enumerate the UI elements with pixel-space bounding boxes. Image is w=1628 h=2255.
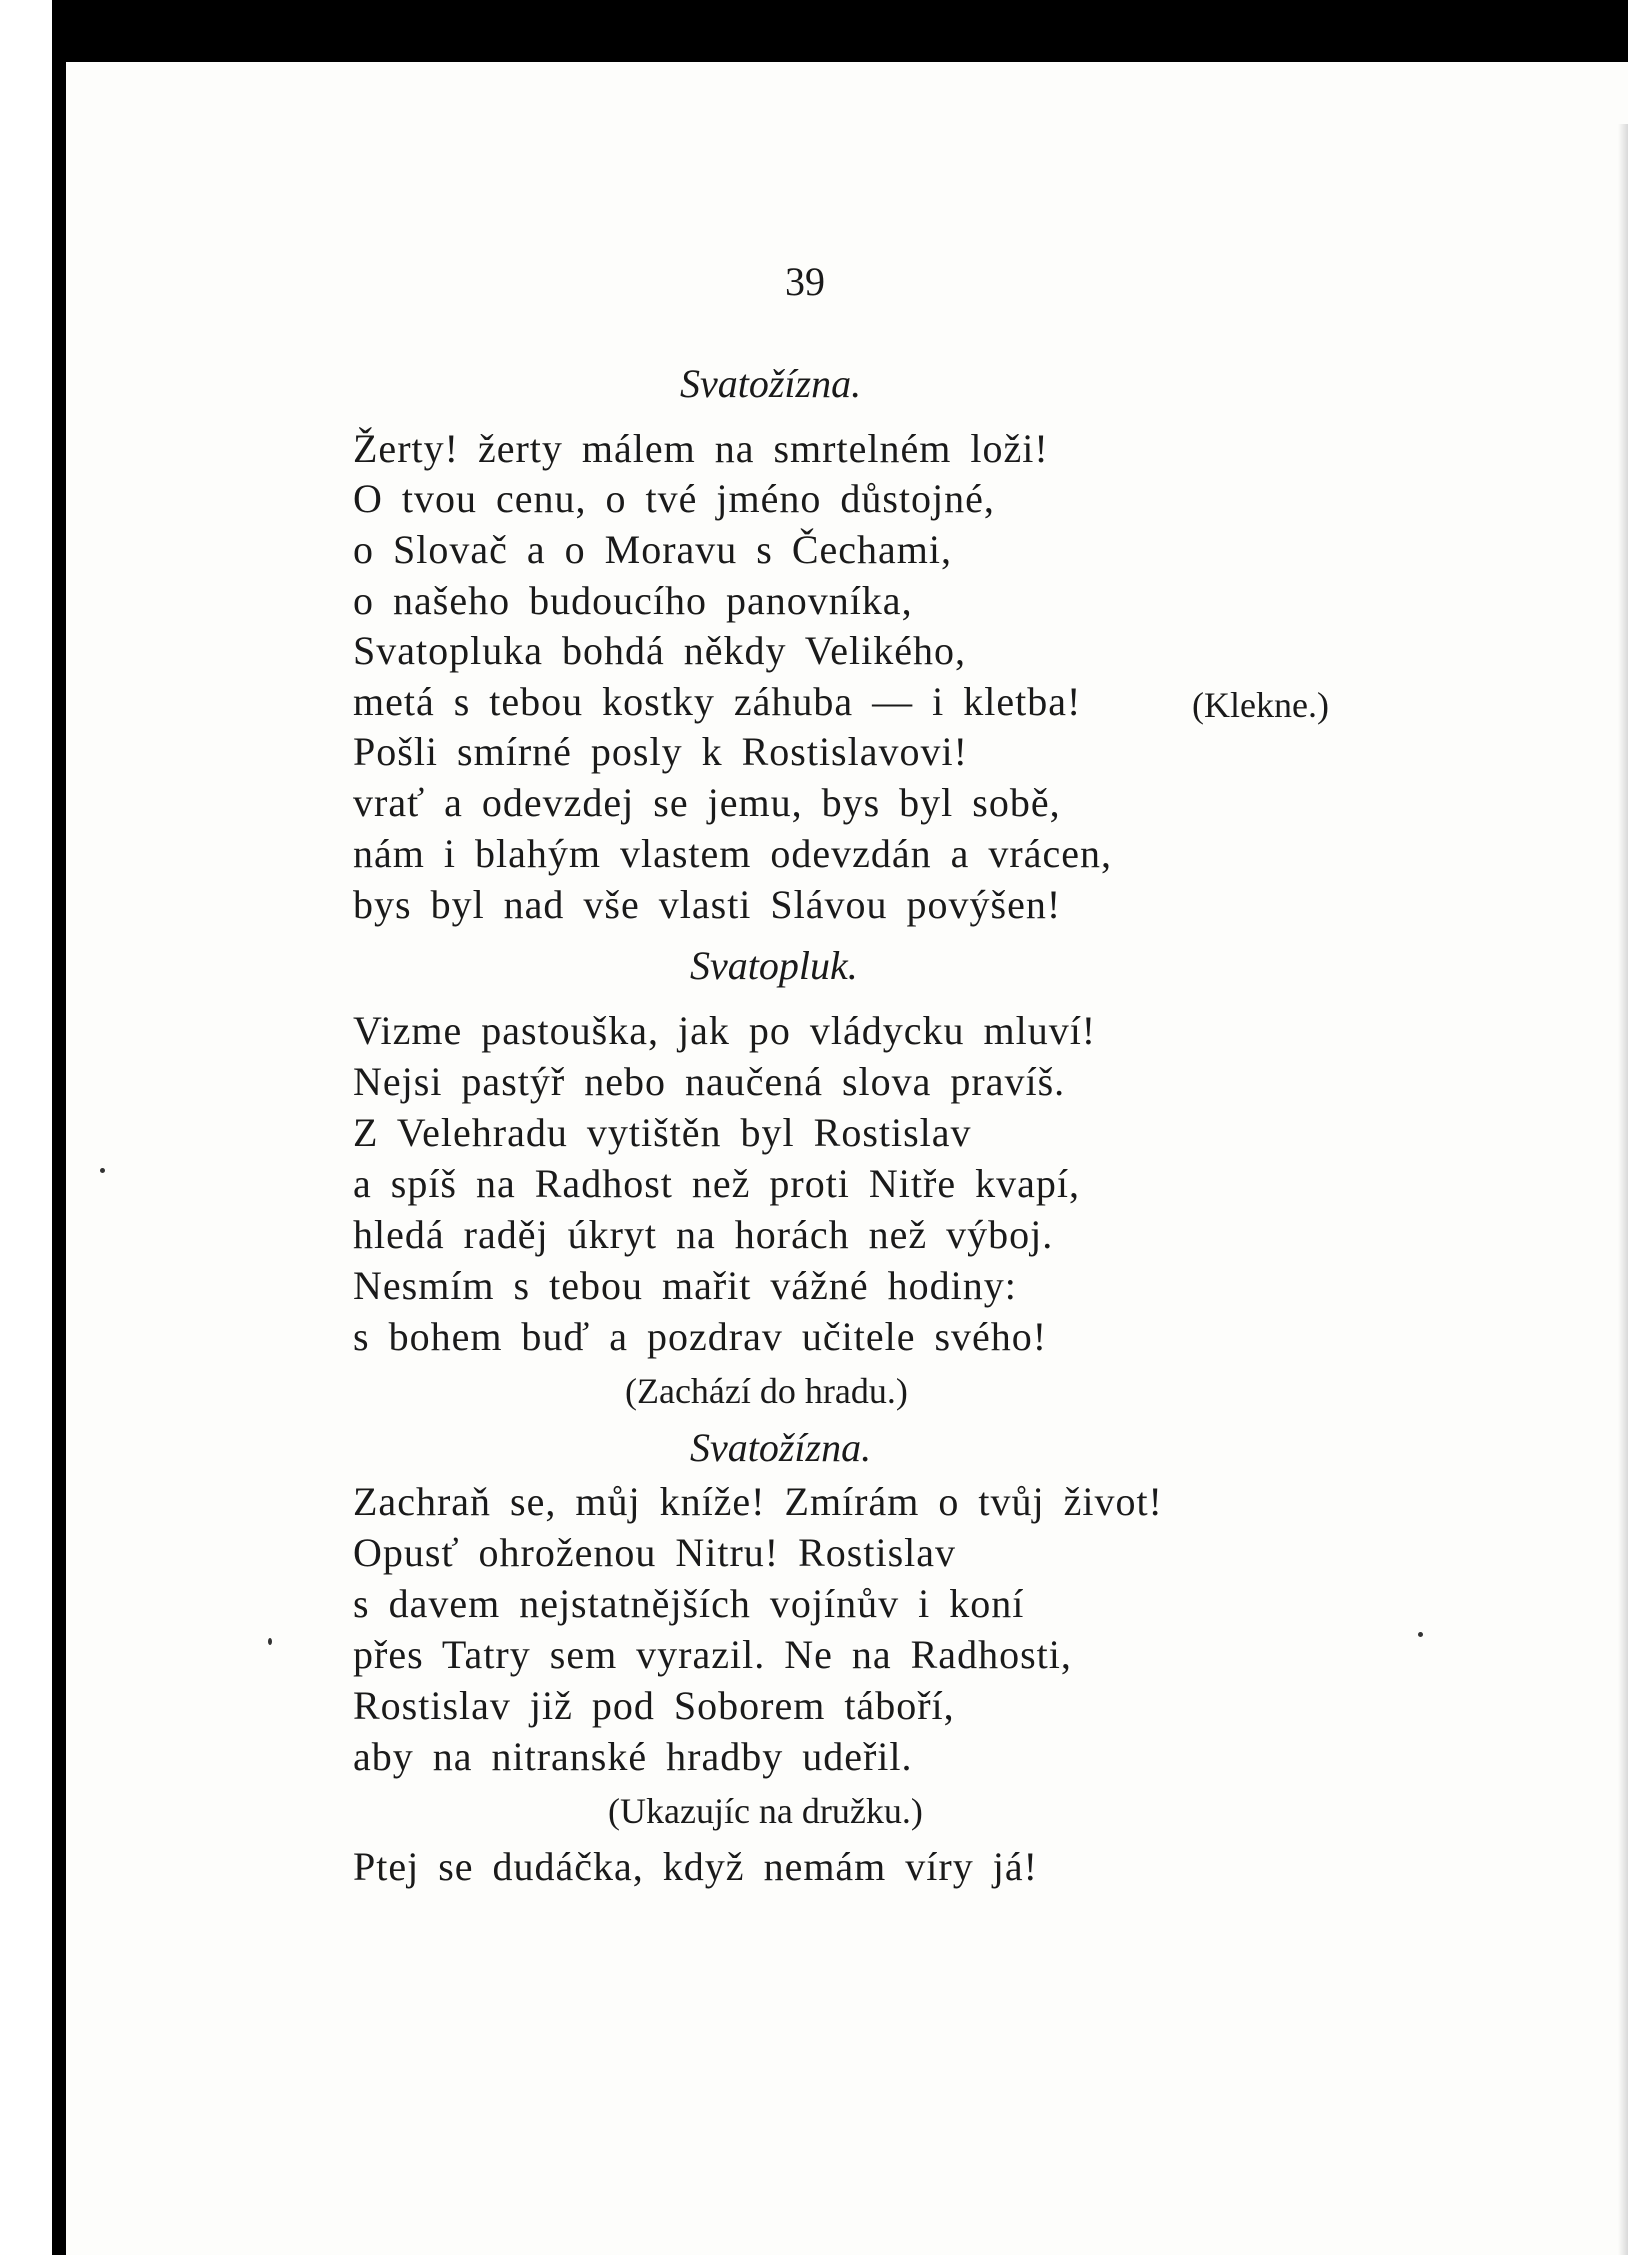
verse-line: hledá raděj úkryt na horách než výboj. xyxy=(353,1212,1054,1257)
verse-line: metá s tebou kostky záhuba — i kletba! xyxy=(353,679,1082,724)
scan-top-border xyxy=(0,0,1628,62)
scan-speck xyxy=(100,1168,105,1173)
verse-line: Opusť ohroženou Nitru! Rostislav xyxy=(353,1530,957,1575)
verse-line: Svatopluka bohdá někdy Velikého, xyxy=(353,628,966,673)
verse-line: bys byl nad vše vlasti Slávou povýšen! xyxy=(353,882,1062,927)
verse-line: a spíš na Radhost než proti Nitře kvapí, xyxy=(353,1161,1080,1206)
verse-line: Ptej se dudáčka, když nemám víry já! xyxy=(353,1844,1038,1889)
verse-line: o našeho budoucího panovníka, xyxy=(353,578,913,623)
verse-line: Pošli smírné posly k Rostislavovi! xyxy=(353,729,968,774)
verse-line: s davem nejstatnějších vojínův i koní xyxy=(353,1581,1025,1626)
verse-line: Žerty! žerty málem na smrtelném loži! xyxy=(353,426,1049,471)
verse-line: Z Velehradu vytištěn byl Rostislav xyxy=(353,1110,972,1155)
verse-line: vrať a odevzdej se jemu, bys byl sobě, xyxy=(353,780,1061,825)
verse-line: nám i blahým vlastem odevzdán a vrácen, xyxy=(353,831,1112,876)
stage-direction-exits: (Zachází do hradu.) xyxy=(625,1371,908,1411)
page-number: 39 xyxy=(785,259,825,304)
speaker-svatopluk: Svatopluk. xyxy=(690,943,858,988)
verse-line: Nejsi pastýř nebo naučená slova pravíš. xyxy=(353,1059,1066,1104)
verse-line: Zachraň se, můj kníže! Zmírám o tvůj život! xyxy=(353,1479,1163,1524)
verse-line: s bohem buď a pozdrav učitele svého! xyxy=(353,1314,1048,1359)
stage-direction-points: (Ukazujíc na družku.) xyxy=(608,1791,923,1831)
verse-line: o Slovač a o Moravu s Čechami, xyxy=(353,527,952,572)
scan-left-border xyxy=(0,0,66,2255)
verse-line: Vizme pastouška, jak po vládycku mluví! xyxy=(353,1008,1097,1053)
speaker-svatozizna-2: Svatožízna. xyxy=(690,1425,872,1470)
speaker-svatozizna-1: Svatožízna. xyxy=(680,361,862,406)
verse-line: aby na nitranské hradby udeřil. xyxy=(353,1734,913,1779)
scan-speck xyxy=(268,1638,272,1645)
page-edge-shadow xyxy=(1618,124,1628,2255)
scan-speck xyxy=(1418,1632,1423,1637)
verse-line: přes Tatry sem vyrazil. Ne na Radhosti, xyxy=(353,1632,1072,1677)
verse-line: Nesmím s tebou mařit vážné hodiny: xyxy=(353,1263,1017,1308)
verse-line: O tvou cenu, o tvé jméno důstojné, xyxy=(353,476,995,521)
stage-direction-kneels: (Klekne.) xyxy=(1192,685,1329,725)
verse-line: Rostislav již pod Soborem táboří, xyxy=(353,1683,955,1728)
